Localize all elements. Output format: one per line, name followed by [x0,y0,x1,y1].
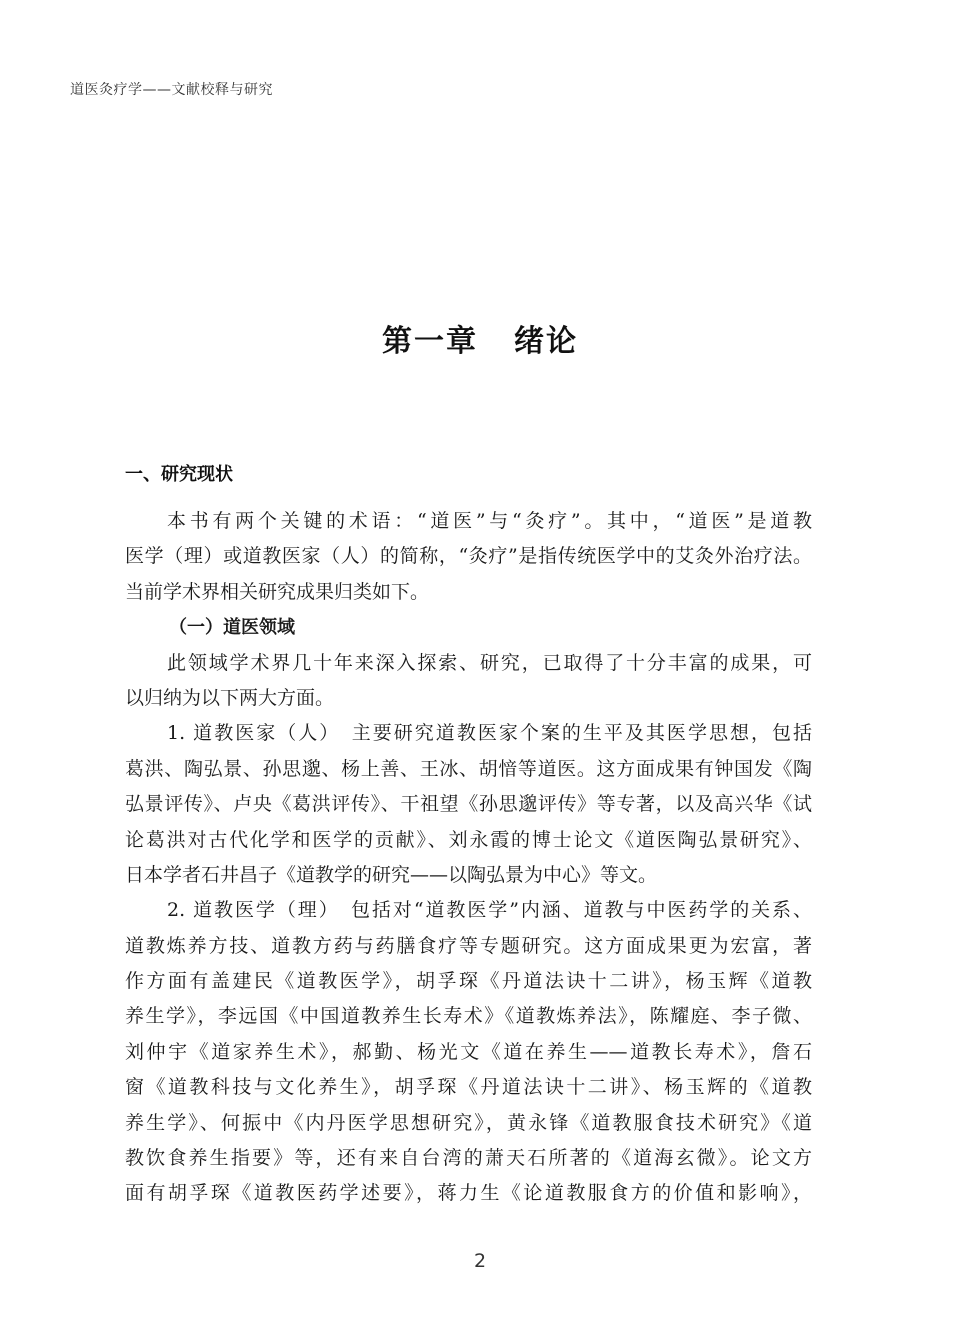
paragraph-line: 日本学者石井昌子《道教学的研究——以陶弘景为中心》等文。 [125,863,658,886]
paragraph-line: 教饮食养生指要》等，还有来自台湾的萧天石所著的《道海玄微》。论文方 [125,1147,812,1170]
paragraph-line: 1. 道教医家（人） 主要研究道教医家个案的生平及其医学思想，包括 [167,722,812,745]
subsection-heading: （一）道医领域 [169,617,295,639]
paragraph-line: 养生学》、何振中《内丹医学思想研究》，黄永锋《道教服食技术研究》《道 [125,1111,812,1134]
paragraph-line: 当前学术界相关研究成果归类如下。 [125,580,430,603]
paragraph-line: 窗《道教科技与文化养生》，胡孚琛《丹道法诀十二讲》、杨玉辉的《道教 [125,1076,812,1099]
paragraph-line: 面有胡孚琛《道教医药学述要》，蒋力生《论道教服食方的价值和影响》， [125,1182,812,1205]
paragraph-line: 2. 道教医学（理） 包括对“道教医学”内涵、道教与中医药学的关系、 [167,899,812,922]
paragraph-line: 养生学》，李远国《中国道教养生长寿术》《道教炼养法》，陈耀庭、李子微、 [125,1005,812,1028]
paragraph-line: 医学（理）或道教医家（人）的简称，“灸疗”是指传统医学中的艾灸外治疗法。 [125,545,812,568]
paragraph-line: 葛洪、陶弘景、孙思邈、杨上善、王冰、胡愔等道医。这方面成果有钟国发《陶 [125,757,812,780]
running-header: 道医灸疗学——文献校释与研究 [70,82,273,98]
paragraph-line: 刘仲宇《道家养生术》，郝勤、杨光文《道在养生——道教长寿术》，詹石 [125,1040,812,1063]
page-number: 2 [473,1250,487,1272]
chapter-name: 绪论 [514,324,578,359]
paragraph-line: 作方面有盖建民《道教医学》，胡孚琛《丹道法诀十二讲》，杨玉辉《道教 [125,970,812,993]
chapter-number: 第一章 [382,324,478,359]
paragraph-line: 论葛洪对古代化学和医学的贡献》、刘永霞的博士论文《道医陶弘景研究》、 [125,828,812,851]
chapter-title [0,316,960,360]
paragraph-line: 道教炼养方技、道教方药与药膳食疗等专题研究。这方面成果更为宏富，著 [125,934,812,957]
paragraph-line: 本书有两个关键的术语：“道医”与“灸疗”。其中，“道医”是道教 [167,510,812,532]
paragraph-line: 此领域学术界几十年来深入探索、研究，已取得了十分丰富的成果，可 [167,651,812,674]
body-text [125,504,812,1212]
section-heading: 一、研究现状 [125,464,233,485]
paragraph-line: 以归纳为以下两大方面。 [125,686,335,709]
paragraph-line: 弘景评传》、卢央《葛洪评传》、干祖望《孙思邈评传》等专著，以及高兴华《试 [125,793,812,816]
